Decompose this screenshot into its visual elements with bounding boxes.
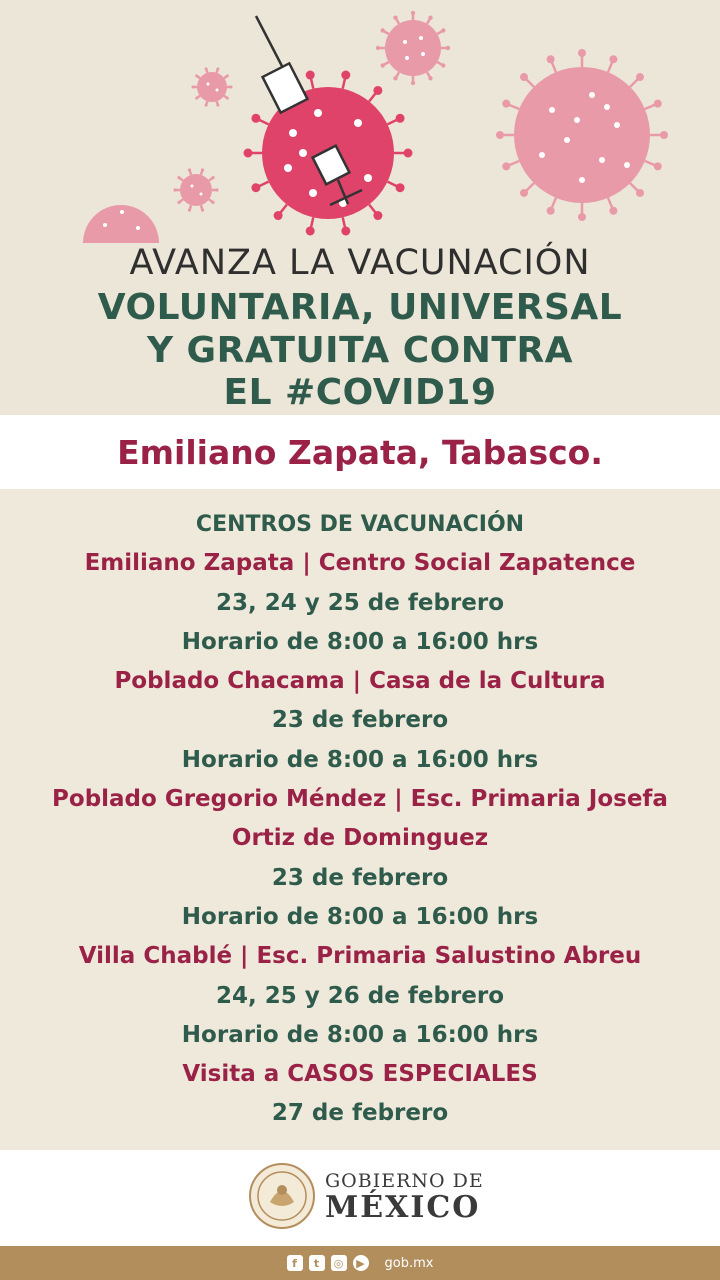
headline-line-4: EL #COVID19 xyxy=(223,372,497,413)
center-line: Horario de 8:00 a 16:00 hrs xyxy=(181,903,539,930)
center-line: 27 de febrero xyxy=(271,1100,449,1127)
twitter-icon[interactable]: t xyxy=(309,1255,325,1271)
headline-line-1: AVANZA LA VACUNACIÓN xyxy=(129,243,591,283)
youtube-icon[interactable]: ▶ xyxy=(353,1255,369,1271)
gov-line-2: MÉXICO xyxy=(325,1190,481,1225)
center-line: 23, 24 y 25 de febrero xyxy=(215,589,504,616)
facebook-icon[interactable]: f xyxy=(287,1255,303,1271)
headline-line-2: VOLUNTARIA, UNIVERSAL xyxy=(97,287,623,328)
social-bar xyxy=(0,1246,720,1280)
virus-half-icon xyxy=(83,205,159,243)
instagram-icon[interactable]: ◎ xyxy=(331,1255,347,1271)
virus-large-icon xyxy=(514,67,650,203)
centers-title: CENTROS DE VACUNACIÓN xyxy=(195,512,525,537)
center-line: Horario de 8:00 a 16:00 hrs xyxy=(181,628,539,655)
virus-tiny-icon xyxy=(197,72,227,102)
hero-illustration xyxy=(0,0,720,415)
government-seal-icon xyxy=(248,1162,316,1230)
center-line: Emiliano Zapata | Centro Social Zapatence xyxy=(84,550,636,577)
center-line: Visita a CASOS ESPECIALES xyxy=(182,1061,538,1088)
government-logo-text xyxy=(325,1170,484,1225)
website-link[interactable]: gob.mx xyxy=(384,1255,434,1271)
gov-line-1: GOBIERNO DE xyxy=(325,1170,484,1192)
center-line: 23 de febrero xyxy=(271,707,449,734)
footer xyxy=(0,1150,720,1246)
vaccination-centers-list xyxy=(0,505,720,1134)
virus-tiny-icon xyxy=(180,174,212,206)
location-text: Emiliano Zapata, Tabasco. xyxy=(117,432,603,472)
headline-line-3: Y GRATUITA CONTRA xyxy=(146,330,574,371)
center-line: Poblado Gregorio Méndez | Esc. Primaria Josefa xyxy=(52,786,668,813)
center-line: Villa Chablé | Esc. Primaria Salustino Abreu xyxy=(78,943,642,970)
center-line: 24, 25 y 26 de febrero xyxy=(215,982,504,1009)
center-line: 23 de febrero xyxy=(271,864,449,891)
center-line: Poblado Chacama | Casa de la Cultura xyxy=(114,668,606,695)
center-line: Horario de 8:00 a 16:00 hrs xyxy=(181,1021,539,1048)
center-line: Ortiz de Dominguez xyxy=(231,825,489,852)
location-banner xyxy=(0,415,720,489)
virus-small-icon xyxy=(385,20,441,76)
center-line: Horario de 8:00 a 16:00 hrs xyxy=(181,746,539,773)
